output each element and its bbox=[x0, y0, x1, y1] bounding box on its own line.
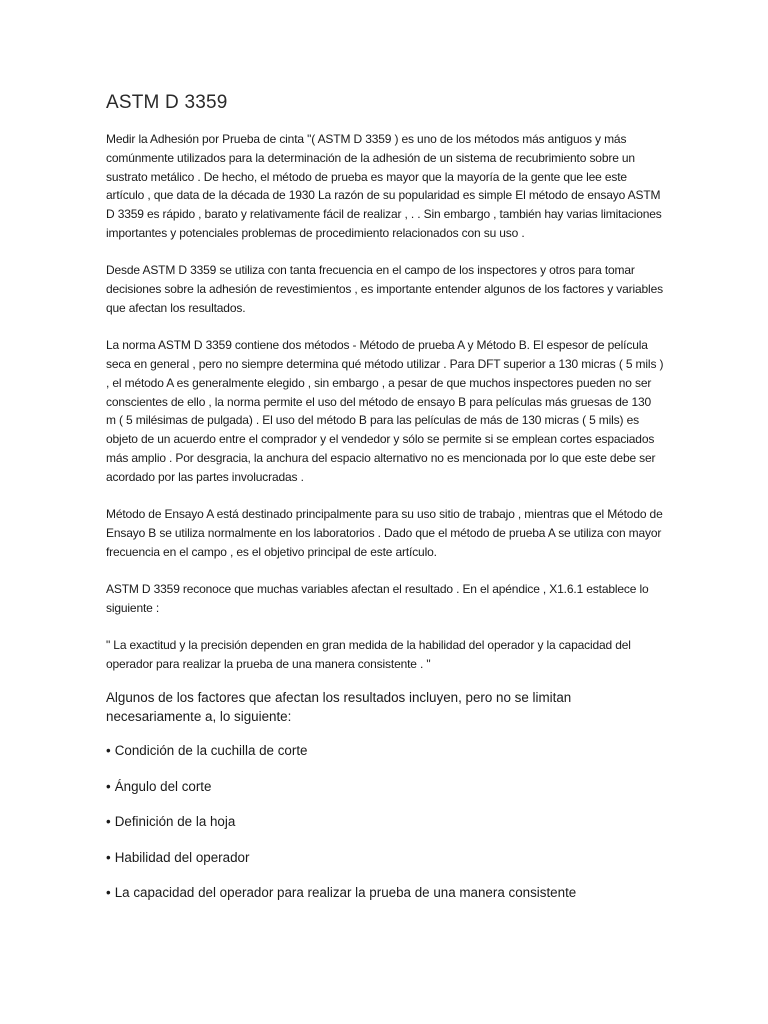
bullet-icon: • bbox=[106, 885, 111, 900]
factors-section bbox=[106, 688, 664, 726]
list-item bbox=[106, 741, 664, 760]
document-title: ASTM D 3359 bbox=[106, 92, 228, 113]
bullet-icon: • bbox=[106, 849, 111, 865]
bullet-icon: • bbox=[106, 814, 111, 829]
paragraph-intro: Medir la Adhesión por Prueba de cinta "( ASTM D 3359 ) es uno de los métodos más antiguos y más comúnmente utilizados para la determinación de la adhesión de un sistema de recubrimiento sobre un sustrato metálico . De hecho, el método de prueba es mayor que la mayoría de la gente que lee este artículo , que data de la década de 1930 La razón de su popularidad es simple El método de ensayo ASTM D 3359 es rápido , barato y relativamente fácil de realizar , . . Sin embargo , también hay varias limitaciones importantes y potenciales problemas de procedimiento relacionados con su uso . bbox=[106, 132, 662, 240]
list-item-label: Habilidad del operador bbox=[114, 849, 250, 865]
list-item bbox=[106, 812, 664, 831]
list-item-label: Condición de la cuchilla de corte bbox=[114, 743, 308, 758]
list-item bbox=[106, 883, 664, 902]
list-item bbox=[106, 848, 664, 867]
quote-paragraph: " La exactitud y la precisión dependen en gran medida de la habilidad del operador y la capacidad del operador para realizar la prueba de una manera consistente . " bbox=[106, 638, 631, 671]
bullet-icon: • bbox=[106, 778, 111, 794]
list-item bbox=[106, 777, 664, 796]
list-item-label: Definición de la hoja bbox=[114, 814, 236, 829]
list-item-label: Ángulo del corte bbox=[114, 778, 212, 794]
factors-intro: Algunos de los factores que afectan los resultados incluyen, pero no se limitan necesariamente a, lo siguiente: bbox=[106, 690, 572, 724]
list-item-label: La capacidad del operador para realizar la prueba de una manera consistente bbox=[114, 885, 577, 900]
paragraph-variables: ASTM D 3359 reconoce que muchas variables afectan el resultado . En el apéndice , X1.6.1 establece lo siguiente : bbox=[106, 581, 649, 615]
paragraph-usage: Desde ASTM D 3359 se utiliza con tanta frecuencia en el campo de los inspectores y otros para tomar decisiones sobre la adhesión de revestimientos , es importante entender algunos de los factores y variables que afectan los resultados. bbox=[106, 263, 663, 315]
bullet-icon: • bbox=[106, 743, 111, 758]
paragraph-methods: La norma ASTM D 3359 contiene dos métodos - Método de prueba A y Método B. El espesor de película seca en general , pero no siempre determina qué método utilizar . Para DFT superior a 130 micras ( 5 mils ) , el método A es generalmente elegido , sin embargo , a pesar de que muchos inspectores pueden no ser conscientes de ello , la norma permite el uso del método de ensayo B para películas más gruesas de 130 m ( 5 milésimas de pulgada) . El uso del método B para las películas de más de 130 micras ( 5 mils) es objeto de un acuerdo entre el comprador y el vendedor y sólo se permite si se emplean cortes espaciados más amplio . Por desgracia, la anchura del espacio alternativo no es mencionada por lo que este debe ser acordado por las partes involucradas . bbox=[106, 338, 664, 484]
document-body bbox=[106, 130, 664, 687]
paragraph-method-a: Método de Ensayo A está destinado principalmente para su uso sitio de trabajo , mientras que el Método de Ensayo B se utiliza normalmente en los laboratorios . Dado que el método de prueba A se utiliza con mayor frecuencia en el campo , es el objetivo principal de este artículo. bbox=[106, 507, 663, 559]
factors-list bbox=[106, 741, 664, 919]
